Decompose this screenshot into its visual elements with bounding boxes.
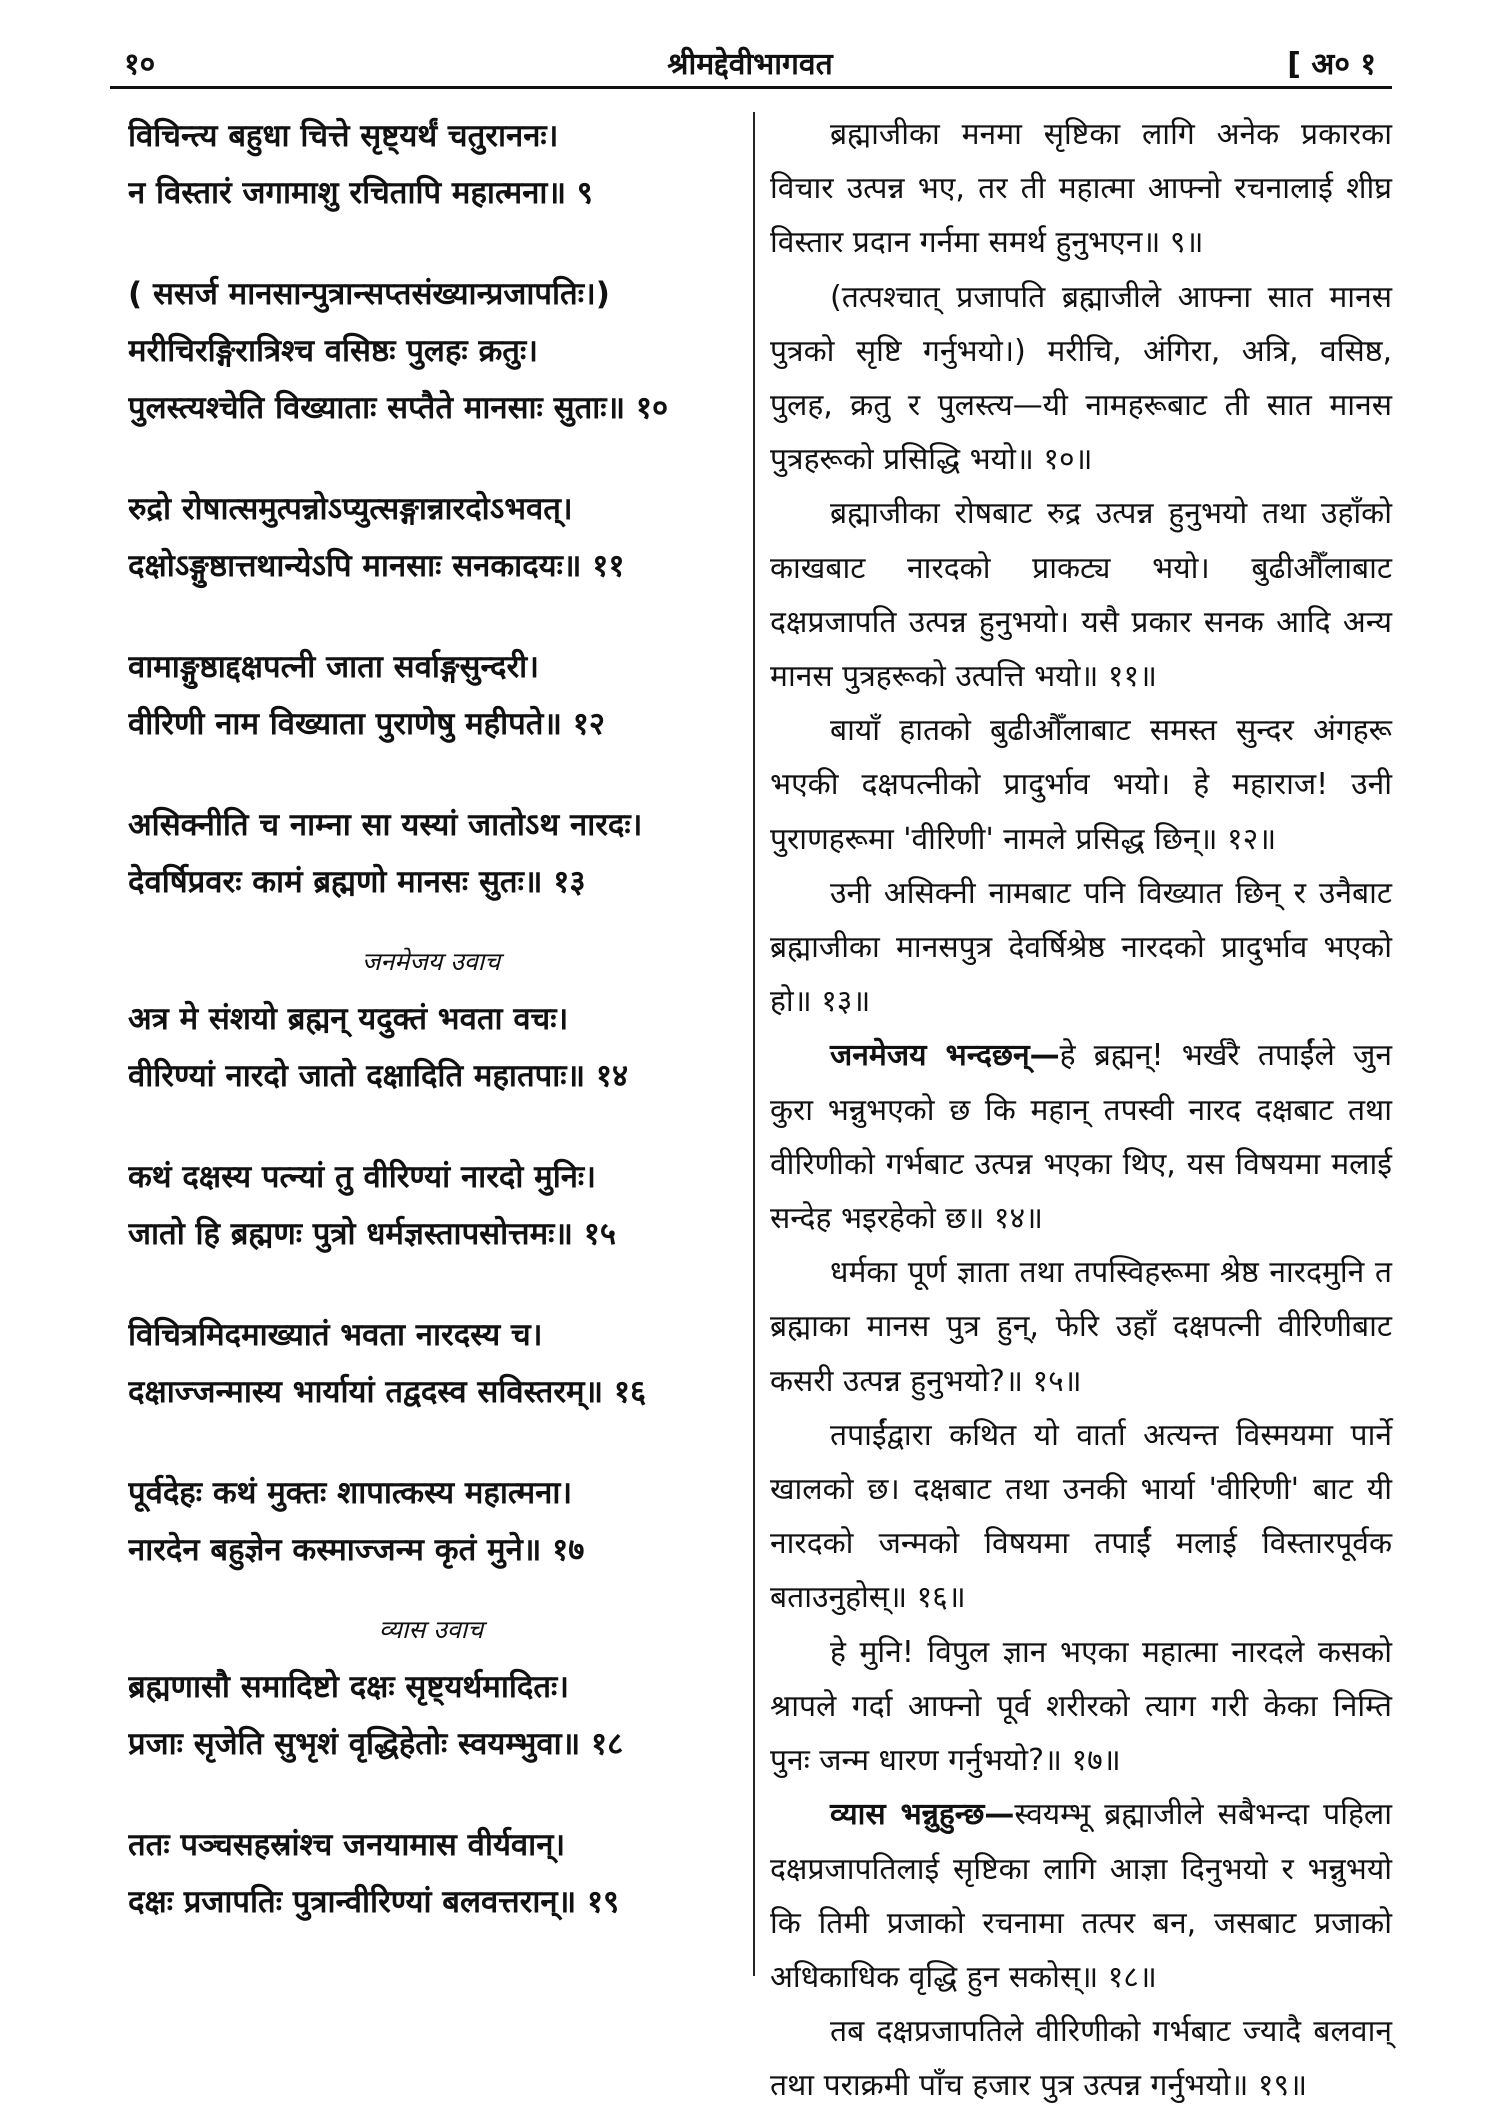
verse-line: पुलस्त्यश्चेति विख्याताः सप्तैते मानसाः सुताः॥ १० [128,390,669,426]
verse-line: न विस्तारं जगामाशु रचितापि महात्मना॥ ९ [128,175,593,211]
section-reference: [ अ० १ [1287,47,1376,82]
sanskrit-verse [128,1307,734,1421]
speaker-heading: जनमेजय उवाच [361,947,501,976]
header-rule [110,86,1392,89]
verse-line: प्रजाः सृजेति सुभृशं वृद्धिहेतोः स्वयम्भुवा॥ १८ [128,1726,624,1762]
translation-paragraph [770,1788,1392,2005]
translation-paragraph [770,2005,1392,2113]
translation-paragraph [770,271,1392,488]
translation-paragraph [770,1029,1392,1246]
verse-line: ( ससर्ज मानसान्पुत्रान्सप्तसंख्यान्प्रजापतिः।) [128,276,610,312]
sanskrit-verse [128,266,734,437]
sanskrit-verse [128,1817,734,1931]
verse-line: जातो हि ब्रह्मणः पुत्रो धर्मज्ञस्तापसोत्तमः॥ १५ [128,1216,616,1252]
nepali-translation-column [770,108,1392,2114]
sanskrit-verse [128,1465,734,1579]
translation-paragraph [770,1626,1392,1789]
speaker-label: जनमेजय भन्दछन्— [830,1038,1060,1074]
verse-line: अत्र मे संशयो ब्रह्मन् यदुक्तं भवता वचः। [128,1001,569,1037]
page-number: १० [124,47,156,82]
translation-paragraph [770,704,1392,867]
speaker-heading: व्यास उवाच [378,1615,484,1644]
sanskrit-verse [128,797,734,911]
translation-paragraph [770,1409,1392,1626]
sanskrit-verse [128,1659,734,1773]
verse-line: वीरिणी नाम विख्याता पुराणेषु महीपते॥ १२ [128,706,606,742]
translation-paragraph [770,867,1392,1030]
verse-line: पूर्वदेहः कथं मुक्तः शापात्कस्य महात्मना। [128,1475,573,1511]
verse-line: ततः पञ्चसहस्रांश्च जनयामास वीर्यवान्। [128,1827,566,1863]
sanskrit-verse [128,639,734,753]
verse-line: रुद्रो रोषात्समुत्पन्नोऽप्युत्सङ्गान्नारदोऽभवत्। [128,491,573,527]
verse-line: दक्षोऽङ्गुष्ठात्तथान्येऽपि मानसाः सनकादयः॥ ११ [128,548,625,584]
sanskrit-verses-column [128,108,734,1975]
column-divider [753,112,755,1976]
verse-line: असिक्नीति च नाम्ना सा यस्यां जातोऽथ नारदः। [128,807,643,843]
paragraph-text: उनी असिक्नी नामबाट पनि विख्यात छिन् र उनैबाट ब्रह्माजीका मानसपुत्र देवर्षिश्रेष्ठ नारदको प्रादुर्भाव भएको हो॥ १३॥ [770,875,1392,1020]
paragraph-text: हे मुनि! विपुल ज्ञान भएका महात्मा नारदले कसको श्रापले गर्दा आफ्नो पूर्व शरीरको त्याग गरी केका निम्ति पुनः जन्म धारण गर्नुभयो?॥ १७॥ [770,1634,1392,1779]
verse-line: विचित्रमिदमाख्यातं भवता नारदस्य च। [128,1317,543,1353]
page-header [110,38,1390,88]
verse-line: वामाङ्गुष्ठाद्दक्षपत्नी जाता सर्वाङ्गसुन्दरी। [128,649,539,685]
verse-line: देवर्षिप्रवरः कामं ब्रह्मणो मानसः सुतः॥ १३ [128,864,586,900]
verse-line: नारदेन बहुज्ञेन कस्माज्जन्म कृतं मुने॥ १७ [128,1532,585,1568]
translation-paragraph [770,487,1392,704]
paragraph-text: स्वयम्भू ब्रह्माजीले सबैभन्दा पहिला दक्षप्रजापतिलाई सृष्टिका लागि आज्ञा दिनुभयो र भन्नुभयो कि तिमी प्रजाको रचनामा तत्पर बन, जसबाट प्रजाको अधिकाधिक वृद्धि हुन सकोस्॥ १८॥ [770,1797,1392,1995]
sanskrit-verse [128,481,734,595]
verse-line: वीरिण्यां नारदो जातो दक्षादिति महातपाः॥ १४ [128,1058,629,1094]
verse-line: दक्षः प्रजापतिः पुत्रान्वीरिण्यां बलवत्तरान्॥ १९ [128,1884,620,1920]
translation-paragraph [770,108,1392,271]
paragraph-text: तपाईंद्वारा कथित यो वार्ता अत्यन्त विस्मयमा पार्ने खालको छ। दक्षबाट तथा उनकी भार्या 'वीरिणी' बाट यी नारदको जन्मको विषयमा तपाईं मलाई विस्तारपूर्वक बताउनुहोस्॥ १६॥ [770,1417,1392,1616]
verse-line: कथं दक्षस्य पत्न्यां तु वीरिण्यां नारदो मुनिः। [128,1159,596,1195]
paragraph-text: ब्रह्माजीका रोषबाट रुद्र उत्पन्न हुनुभयो तथा उहाँको काखबाट नारदको प्राकट्य भयो। बुढीऔँलाबाट दक्षप्रजापति उत्पन्न हुनुभयो। यसै प्रकार सनक आदि अन्य मानस पुत्रहरूको उत्पत्ति भयो॥ ११॥ [770,496,1392,695]
verse-line: विचिन्त्य बहुधा चित्ते सृष्ट्यर्थं चतुराननः। [128,118,559,154]
speaker-label: व्यास भन्नुहुन्छ— [830,1797,1015,1833]
paragraph-text: (तत्पश्चात् प्रजापति ब्रह्माजीले आफ्ना सात मानस पुत्रको सृष्टि गर्नुभयो।) मरीचि, अंगिरा, अत्रि, वसिष्ठ, पुलह, क्रतु र पुलस्त्य—यी नामहरूबाट ती सात मानस पुत्रहरूको प्रसिद्धि भयो॥ १०॥ [770,279,1392,478]
paragraph-text: बायाँ हातको बुढीऔँलाबाट समस्त सुन्दर अंगहरू भएकी दक्षपत्नीको प्रादुर्भाव भयो। हे महाराज! उनी पुराणहरूमा 'वीरिणी' नामले प्रसिद्ध छिन्॥ १२॥ [770,713,1392,857]
page-title: श्रीमद्देवीभागवत [667,47,833,82]
sanskrit-verse [128,991,734,1105]
translation-paragraph [770,1246,1392,1409]
paragraph-text: ब्रह्माजीका मनमा सृष्टिका लागि अनेक प्रकारका विचार उत्पन्न भए, तर ती महात्मा आफ्नो रचनालाई शीघ्र विस्तार प्रदान गर्नमा समर्थ हुनुभएन॥ ९॥ [770,117,1392,261]
sanskrit-verse [128,108,734,222]
verse-line: मरीचिरङ्गिरात्रिश्च वसिष्ठः पुलहः क्रतुः। [128,333,538,369]
paragraph-text: हे ब्रह्मन्! भर्खरै तपाईंले जुन कुरा भन्नुभएको छ कि महान् तपस्वी नारद दक्षबाट तथा वीरिणीको गर्भबाट उत्पन्न भएका थिए, यस विषयमा मलाई सन्देह भइरहेको छ॥ १४॥ [770,1038,1392,1237]
sanskrit-verse [128,1149,734,1263]
paragraph-text: तब दक्षप्रजापतिले वीरिणीको गर्भबाट ज्यादै बलवान् तथा पराक्रमी पाँच हजार पुत्र उत्पन्न गर्नुभयो॥ १९॥ [770,2014,1392,2104]
verse-line: ब्रह्मणासौ समादिष्टो दक्षः सृष्ट्यर्थमादितः। [128,1669,570,1705]
paragraph-text: धर्मका पूर्ण ज्ञाता तथा तपस्विहरूमा श्रेष्ठ नारदमुनि त ब्रह्माका मानस पुत्र हुन्, फेरि उहाँ दक्षपत्नी वीरिणीबाट कसरी उत्पन्न हुनुभयो?॥ १५॥ [770,1255,1392,1399]
verse-line: दक्षाज्जन्मास्य भार्यायां तद्वदस्व सविस्तरम्॥ १६ [128,1374,647,1410]
